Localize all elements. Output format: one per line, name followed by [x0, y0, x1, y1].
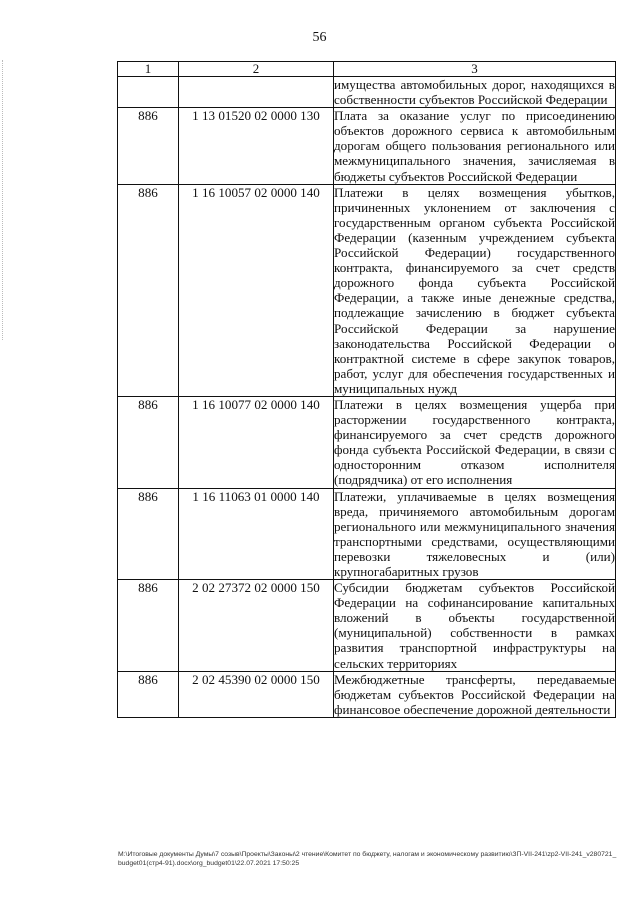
revenue-code-cell: 2 02 27372 02 0000 150 — [179, 580, 334, 672]
revenue-code-cell: 1 16 10057 02 0000 140 — [179, 184, 334, 396]
revenue-code-cell: 1 16 10077 02 0000 140 — [179, 396, 334, 488]
revenue-code-cell: 1 13 01520 02 0000 130 — [179, 108, 334, 184]
description-cell: Межбюджетные трансферты, передаваемые бюджетам субъектов Российской Федерации на финансовое обеспечение дорожной деятельности — [334, 671, 615, 717]
admin-code-cell — [118, 77, 179, 108]
document-path-footer: M:\Итоговые документы Думы\7 созыв\Проекты\Законы\2 чтение\Комитет по бюджету, налогам и экономическому развитию\ЗП-VII-241\zp2-VII-241_v280721_budget01(стр4-91).docx\org_budget01\22.07.2021 17:50:25 — [118, 851, 617, 867]
admin-code-cell: 886 — [118, 396, 179, 488]
description-cell: Платежи в целях возмещения убытков, причиненных уклонением от заключения с государственным органом субъекта Российской Федерации (казенным учреждением субъекта Российской Федерации) государственного контракта, финансируемого за счет средств дорожного фонда субъекта Российской Федерации, а также иные денежные средства, подлежащие зачислению в бюджет субъекта Российской Федерации за нарушение законодательства Российской Федерации о контрактной системе в сфере закупок товаров, работ, услуг для обеспечения государственных и муниципальных нужд — [334, 184, 615, 396]
description-cell: имущества автомобильных дорог, находящихся в собственности субъектов Российской Федерации — [334, 77, 615, 108]
table-row — [118, 108, 616, 184]
column-header: 1 — [118, 62, 179, 77]
scan-edge-mark — [2, 60, 4, 340]
revenue-code-cell: 2 02 45390 02 0000 150 — [179, 671, 334, 717]
revenue-code-cell — [179, 77, 334, 108]
table-row — [118, 77, 616, 108]
table-row — [118, 396, 616, 488]
table-row — [118, 184, 616, 396]
table-header-row — [118, 62, 616, 77]
column-header: 2 — [179, 62, 334, 77]
description-cell: Плата за оказание услуг по присоединению объектов дорожного сервиса к автомобильным дорогам общего пользования регионального или межмуниципального значения, зачисляемая в бюджеты субъектов Российской Федерации — [334, 108, 615, 184]
revenue-codes-table — [117, 61, 616, 718]
column-header: 3 — [334, 62, 616, 77]
admin-code-cell: 886 — [118, 184, 179, 396]
description-cell: Платежи, уплачиваемые в целях возмещения вреда, причиняемого автомобильным дорогам регионального или межмуниципального значения транспортными средствами, осуществляющими перевозки тяжеловесных и (или) крупногабаритных грузов — [334, 488, 615, 579]
table-row — [118, 671, 616, 717]
table-row — [118, 488, 616, 580]
revenue-code-cell: 1 16 11063 01 0000 140 — [179, 488, 334, 580]
table-row — [118, 580, 616, 672]
description-cell: Платежи в целях возмещения ущерба при расторжении государственного контракта, финансируемого за счет средств дорожного фонда субъекта Российской Федерации, в связи с односторонним отказом исполнителя (подрядчика) от его исполнения — [334, 396, 615, 488]
admin-code-cell: 886 — [118, 580, 179, 672]
admin-code-cell: 886 — [118, 108, 179, 184]
description-cell: Субсидии бюджетам субъектов Российской Федерации на софинансирование капитальных вложений в объекты государственной (муниципальной) собственности в рамках развития транспортной инфраструктуры на сельских территориях — [334, 580, 615, 671]
page-number: 56 — [312, 30, 327, 45]
admin-code-cell: 886 — [118, 671, 179, 717]
admin-code-cell: 886 — [118, 488, 179, 580]
